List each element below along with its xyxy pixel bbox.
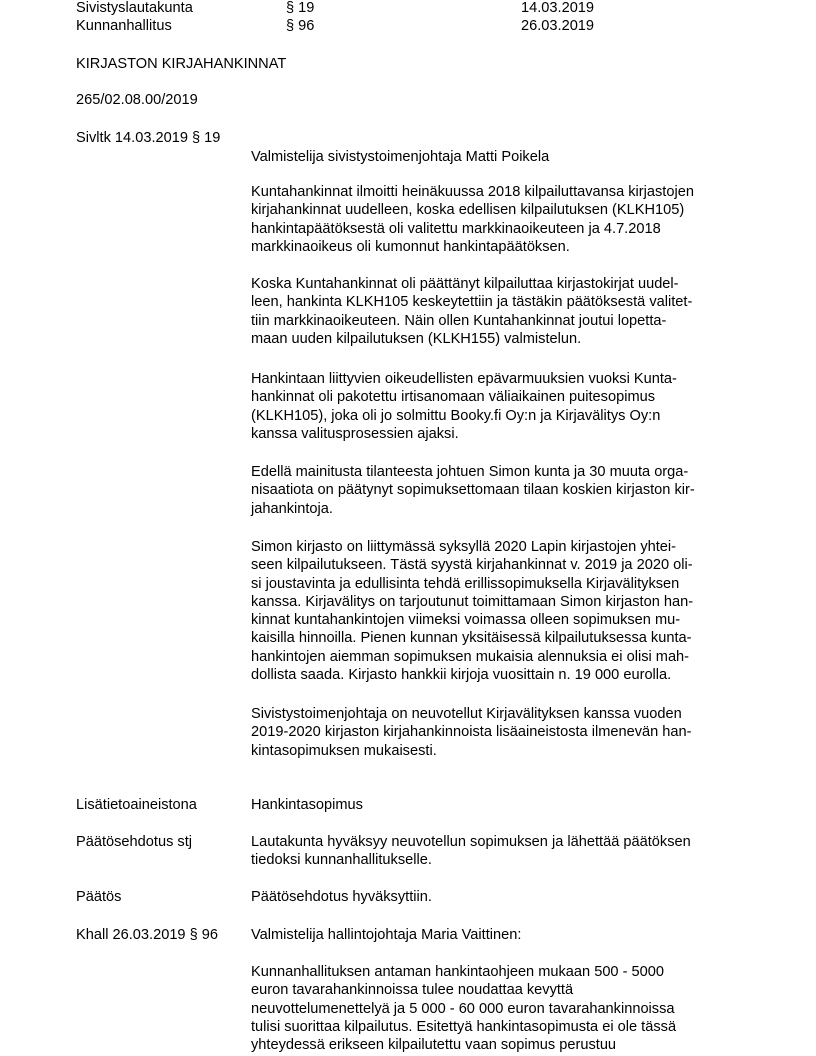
- paragraph-line: hankinnat oli pakotettu irtisanomaan väliaikainen puitesopimus: [251, 389, 656, 406]
- paragraph-line: Hankintaan liittyvien oikeudellisten epävarmuuksien vuoksi Kunta-: [251, 371, 677, 387]
- sivltk-label: Sivltk 14.03.2019 § 19: [76, 130, 221, 146]
- paragraph-5: [251, 538, 751, 684]
- sivltk-preparer: Valmistelija sivistystoimenjohtaja Matti Poikela: [251, 149, 550, 165]
- paragraph-line: 2019-2020 kirjaston kirjahankinnoista lisäaineistosta ilmenevän han-: [251, 724, 692, 741]
- additional-material-value: Hankintasopimus: [251, 797, 363, 813]
- paragraph-line: markkinaoikeus oli kumonnut hankintapäätöksen.: [251, 238, 570, 255]
- paragraph-3: [251, 370, 751, 443]
- paragraph-line: kirjahankinnat uudelleen, koska edellisen kilpailutuksen (KLKH105): [251, 202, 685, 219]
- paragraph-line: tulisi suorittaa kilpailutus. Esitettyä hankintasopimusta ei ole tässä: [251, 1018, 677, 1035]
- khall-preparer: Valmistelija hallintojohtaja Maria Vaittinen:: [251, 927, 522, 943]
- paragraph-line: Sivistystoimenjohtaja on neuvotellut Kirjavälityksen kanssa vuoden: [251, 706, 682, 722]
- paragraph-line: kaisilla hinnoilla. Pienen kunnan yksitäisessä kilpailutuksessa kunta-: [251, 630, 692, 647]
- paragraph-line: maan uuden kilpailutuksen (KLKH155) valmistelun.: [251, 330, 582, 347]
- paragraph-line: tiin markkinaoikeuteen. Näin ollen Kuntahankinnat joutui lopetta-: [251, 312, 667, 329]
- paragraph-line: Koska Kuntahankinnat oli päättänyt kilpailuttaa kirjastokirjat uudel-: [251, 276, 679, 292]
- paragraph-2: [251, 275, 751, 348]
- paragraph-6: [251, 705, 751, 760]
- header-date-2: 26.03.2019: [521, 18, 595, 34]
- paragraph-line: yhteydessä erikseen kilpailutettu vaan sopimus perustuu: [251, 1037, 617, 1054]
- paragraph-line: (KLKH105), joka oli jo solmittu Booky.fi Oy:n ja Kirjavälitys Oy:n: [251, 407, 661, 424]
- paragraph-line: kanssa. Kirjavälitys on tarjoutunut toimittamaan Simon kirjaston han-: [251, 593, 694, 610]
- paragraph-line: Kunnanhallituksen antaman hankintaohjeen mukaan 500 - 5000: [251, 964, 664, 980]
- khall-paragraph: [251, 963, 751, 1054]
- paragraph-4: [251, 463, 751, 518]
- paragraph-line: hankintojen aiemman sopimuksen mukaisia alennuksia ei olisi mah-: [251, 648, 690, 665]
- header-section-2: § 96: [286, 18, 315, 34]
- header-date-1: 14.03.2019: [521, 0, 595, 16]
- paragraph-line: dollista saada. Kirjasto hankkii kirjoja vuosittain n. 19 000 eurolla.: [251, 667, 672, 684]
- paragraph-line: neuvottelumenettelyä ja 5 000 - 60 000 euron tavarahankinnoissa: [251, 1000, 675, 1017]
- paragraph-line: kintasopimuksen mukaisesti.: [251, 742, 437, 759]
- document-title: KIRJASTON KIRJAHANKINNAT: [76, 56, 287, 72]
- paragraph-line: euron tavarahankinnoissa tulee noudattaa kevyttä: [251, 982, 574, 999]
- paragraph-line: seen kilpailutukseen. Tästä syystä kirjahankinnat v. 2019 ja 2020 oli-: [251, 557, 693, 574]
- paragraph-line: hankintapäätöksestä oli valitettu markkinaoikeuteen ja 4.7.2018: [251, 220, 661, 237]
- proposal-label: Päätösehdotus stj: [76, 834, 193, 850]
- header-body-1: Sivistyslautakunta: [76, 0, 193, 16]
- proposal-text: [251, 833, 751, 870]
- paragraph-line: Edellä mainitusta tilanteesta johtuen Simon kunta ja 30 muuta orga-: [251, 464, 689, 480]
- khall-label: Khall 26.03.2019 § 96: [76, 927, 219, 943]
- header-section-1: § 19: [286, 0, 315, 16]
- paragraph-line: Simon kirjasto on liittymässä syksyllä 2020 Lapin kirjastojen yhtei-: [251, 539, 677, 555]
- paragraph-1: [251, 183, 751, 256]
- additional-material-label: Lisätietoaineistona: [76, 797, 197, 813]
- paragraph-line: si joustavinta ja edullisinta tehdä erillissopimuksella Kirjavälityksen: [251, 575, 680, 592]
- paragraph-line: nisaatiota on päätynyt sopimuksettomaan tilaan koskien kirjaston kir-: [251, 482, 695, 499]
- paragraph-line: kinnat kuntahankintojen viimeksi voimassa olleen sopimuksen mu-: [251, 612, 681, 629]
- paragraph-line: kanssa valitusprosessien ajaksi.: [251, 425, 459, 442]
- proposal-line: Lautakunta hyväksyy neuvotellun sopimuksen ja lähettää päätöksen: [251, 834, 691, 850]
- decision-value: Päätösehdotus hyväksyttiin.: [251, 889, 432, 905]
- header-body-2: Kunnanhallitus: [76, 18, 172, 34]
- reference-number: 265/02.08.00/2019: [76, 92, 198, 108]
- decision-label: Päätös: [76, 889, 122, 905]
- paragraph-line: Kuntahankinnat ilmoitti heinäkuussa 2018 kilpailuttavansa kirjastojen: [251, 184, 694, 200]
- paragraph-line: jahankintoja.: [251, 500, 333, 517]
- proposal-line: tiedoksi kunnanhallitukselle.: [251, 852, 432, 869]
- paragraph-line: leen, hankinta KLKH105 keskeytettiin ja tästäkin päätöksestä valitet-: [251, 294, 693, 311]
